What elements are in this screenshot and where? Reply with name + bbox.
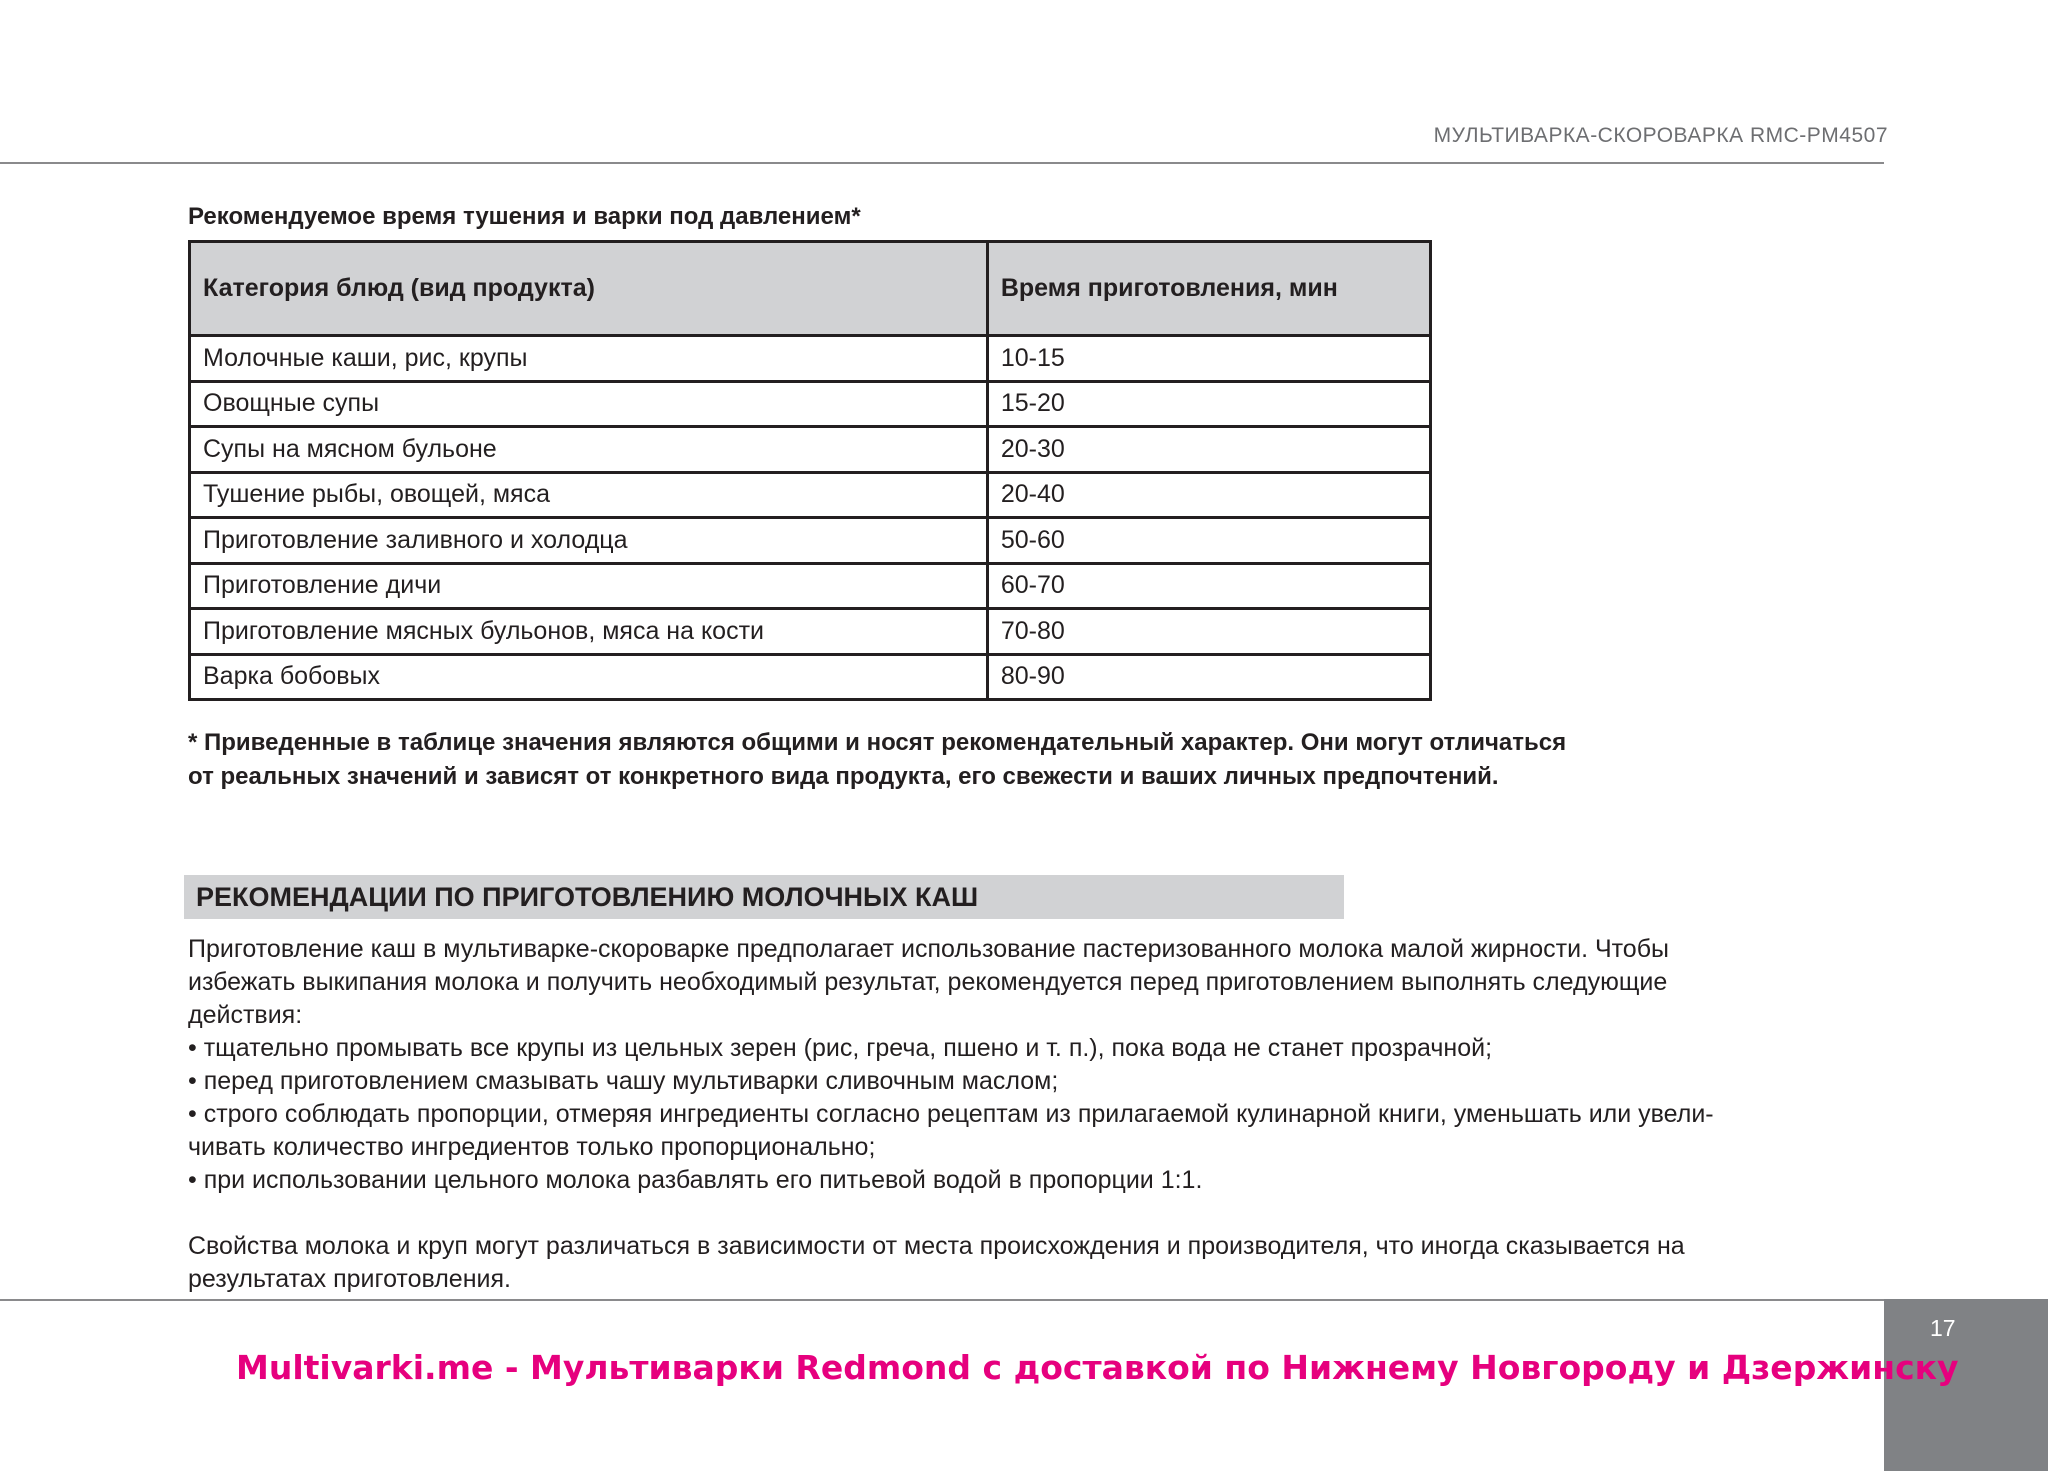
table-cell-time: 15-20 (987, 381, 1430, 427)
table-cell-time: 10-15 (987, 336, 1430, 382)
cooking-time-table (188, 240, 1432, 701)
bullet-item: • строго соблюдать пропорции, отмеряя ингредиенты согласно рецептам из прилагаемой кулинарной книги, уменьшать или увели- (188, 1100, 1714, 1128)
paragraph-gap (188, 1197, 1888, 1230)
footer-divider (0, 1299, 1884, 1301)
table-header-row (190, 242, 1431, 336)
paragraph-line: избежать выкипания молока и получить необходимый результат, рекомендуется перед приготовлением выполнять следующие (188, 968, 1668, 996)
column-header-category: Категория блюд (вид продукта) (190, 242, 988, 336)
table-cell-category: Приготовление мясных бульонов, мяса на кости (190, 609, 988, 655)
table-row (190, 609, 1431, 655)
column-header-time: Время приготовления, мин (987, 242, 1430, 336)
bullet-item: • тщательно промывать все крупы из цельных зерен (рис, греча, пшено и т. п.), пока вода не станет прозрачной; (188, 1034, 1493, 1062)
footnote-line: от реальных значений и зависят от конкретного вида продукта, его свежести и ваших личных предпочтений. (188, 763, 1499, 790)
table-row (190, 654, 1431, 700)
table-cell-category: Приготовление дичи (190, 563, 988, 609)
table-heading: Рекомендуемое время тушения и варки под давлением* (188, 203, 861, 230)
table-cell-category: Тушение рыбы, овощей, мяса (190, 472, 988, 518)
header-title: МУЛЬТИВАРКА-СКОРОВАРКА RMC-PM4507 (1433, 124, 1888, 147)
page-number: 17 (1930, 1315, 1956, 1341)
table-cell-time: 60-70 (987, 563, 1430, 609)
bullet-item-continuation: чивать количество ингредиентов только пропорционально; (188, 1133, 876, 1161)
table-footnote (188, 726, 1788, 794)
table-row (190, 427, 1431, 473)
table-cell-category: Приготовление заливного и холодца (190, 518, 988, 564)
section-heading: РЕКОМЕНДАЦИИ ПО ПРИГОТОВЛЕНИЮ МОЛОЧНЫХ КАШ (184, 875, 1344, 919)
paragraph-line: Приготовление каш в мультиварке-скороварке предполагает использование пастеризованного молока малой жирности. Чтобы (188, 935, 1669, 963)
watermark-banner: Multivarki.me - Мультиварки Redmond с доставкой по Нижнему Новгороду и Дзержинску (236, 1348, 1959, 1387)
bullet-item: • при использовании цельного молока разбавлять его питьевой водой в пропорции 1:1. (188, 1166, 1203, 1194)
table-row (190, 336, 1431, 382)
paragraph-line: результатах приготовления. (188, 1265, 511, 1293)
table-cell-time: 20-40 (987, 472, 1430, 518)
section-body (188, 933, 1888, 1296)
table-cell-time: 50-60 (987, 518, 1430, 564)
table-cell-category: Овощные супы (190, 381, 988, 427)
bullet-item: • перед приготовлением смазывать чашу мультиварки сливочным маслом; (188, 1067, 1059, 1095)
header-divider (0, 162, 1884, 164)
table-row (190, 472, 1431, 518)
table-cell-category: Молочные каши, рис, крупы (190, 336, 988, 382)
table-row (190, 518, 1431, 564)
table-row (190, 563, 1431, 609)
table-cell-time: 20-30 (987, 427, 1430, 473)
table-cell-time: 70-80 (987, 609, 1430, 655)
paragraph-line: действия: (188, 1001, 303, 1029)
table-cell-category: Варка бобовых (190, 654, 988, 700)
table-cell-time: 80-90 (987, 654, 1430, 700)
footnote-line: * Приведенные в таблице значения являются общими и носят рекомендательный характер. Они могут отличаться (188, 729, 1567, 756)
table-cell-category: Супы на мясном бульоне (190, 427, 988, 473)
table-row (190, 381, 1431, 427)
paragraph-line: Свойства молока и круп могут различаться в зависимости от места происхождения и производителя, что иногда сказывается на (188, 1232, 1685, 1260)
